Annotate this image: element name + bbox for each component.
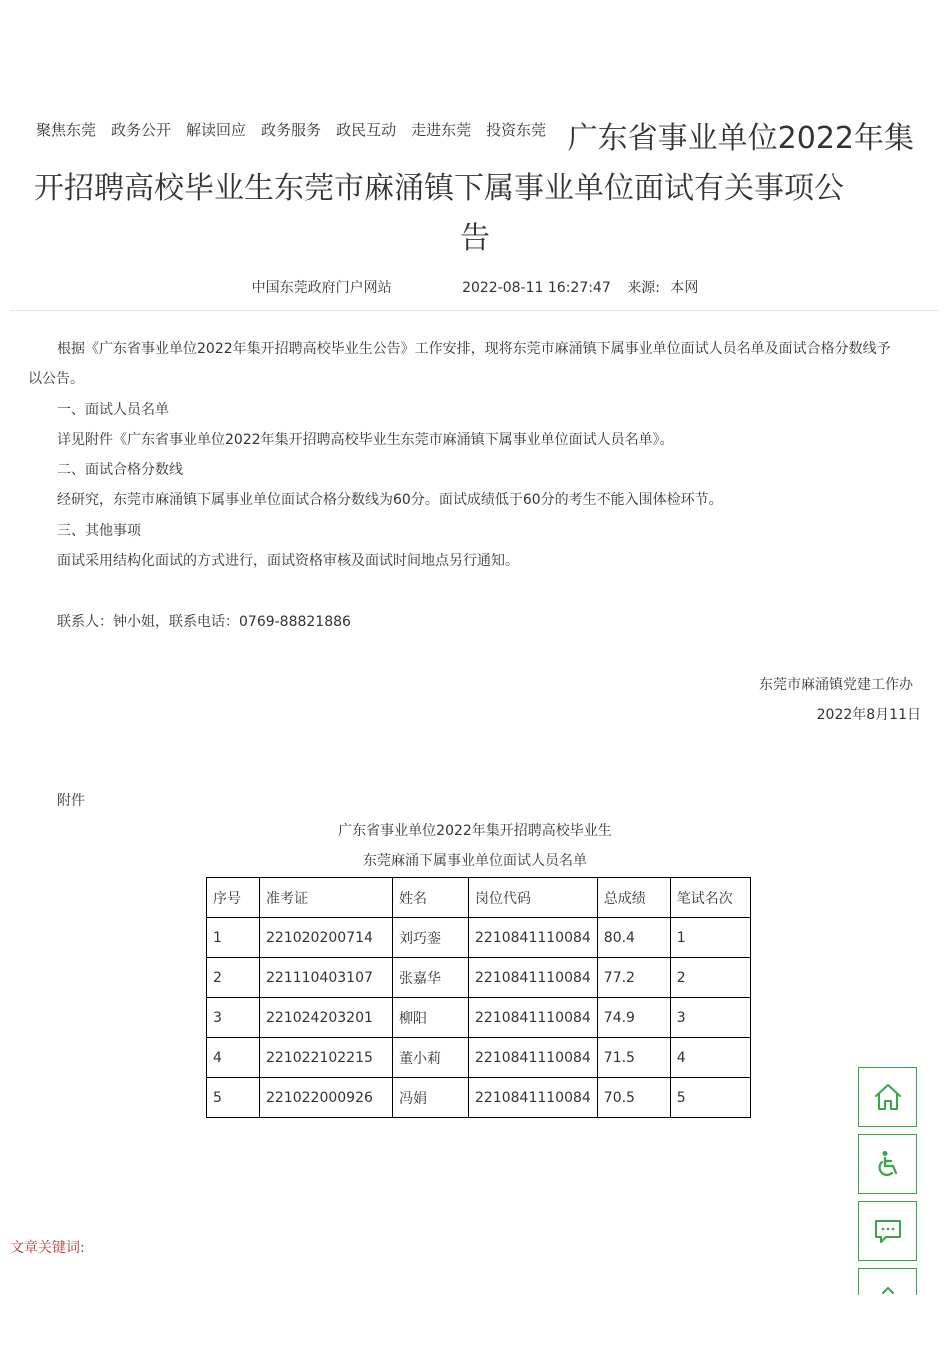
header-cell: 总成绩: [597, 878, 670, 918]
header-area: [34, 114, 916, 256]
table-cell: 2210841110084: [469, 1038, 598, 1078]
table-row: [207, 1038, 751, 1078]
header-cell: 准考证: [260, 878, 393, 918]
section-heading: 二、面试合格分数线: [57, 462, 183, 479]
nav-item-focus-dongguan[interactable]: 聚焦东莞: [36, 121, 97, 139]
table-cell: 1: [670, 918, 750, 958]
back-to-top-button[interactable]: [858, 1268, 917, 1295]
title-line-1: 广东省事业单位2022年集: [567, 121, 914, 156]
message-icon: [873, 1216, 903, 1246]
header-cell: 序号: [207, 878, 260, 918]
article-keywords: 文章关键词:: [10, 1240, 85, 1256]
divider: [10, 310, 940, 311]
table-cell: 80.4: [597, 918, 670, 958]
table-cell: 董小莉: [393, 1038, 469, 1078]
table-cell: 221022000926: [260, 1078, 393, 1118]
floating-toolbar: [858, 1067, 917, 1302]
table-caption-2: 东莞麻涌下属事业单位面试人员名单: [363, 853, 587, 869]
header-cell: 姓名: [393, 878, 469, 918]
section-heading: 三、其他事项: [57, 522, 141, 539]
table-cell: 5: [670, 1078, 750, 1118]
accessibility-button[interactable]: [858, 1134, 917, 1194]
table-cell: 2210841110084: [469, 1078, 598, 1118]
table-cell: 5: [207, 1078, 260, 1118]
table-cell: 70.5: [597, 1078, 670, 1118]
table-cell: 2210841110084: [469, 998, 598, 1038]
contact-info: 联系人：钟小姐，联系电话：0769-88821886: [57, 613, 351, 630]
page-title: [36, 114, 916, 264]
interview-roster-table: [206, 877, 751, 1118]
home-button[interactable]: [858, 1067, 917, 1127]
nav-item-government-affairs[interactable]: 政务公开: [111, 121, 172, 139]
table-cell: 2210841110084: [469, 958, 598, 998]
table-cell: 2: [670, 958, 750, 998]
table-cell: 77.2: [597, 958, 670, 998]
table-row: [207, 998, 751, 1038]
meta-datetime: 2022-08-11 16:27:47: [462, 280, 611, 296]
sign-date: 2022年8月11日: [816, 707, 921, 723]
table-cell: 221020200714: [260, 918, 393, 958]
nav-item-interpretation[interactable]: 解读回应: [186, 121, 247, 139]
table-cell: 3: [670, 998, 750, 1038]
back-to-top-icon: [878, 1281, 898, 1295]
table-cell: 柳阳: [393, 998, 469, 1038]
table-cell: 221022102215: [260, 1038, 393, 1078]
header-cell: 笔试名次: [670, 878, 750, 918]
table-cell: 刘巧銮: [393, 918, 469, 958]
home-icon: [873, 1082, 903, 1112]
table-cell: 74.9: [597, 998, 670, 1038]
table-cell: 221110403107: [260, 958, 393, 998]
table-row: [207, 958, 751, 998]
meta-source-value: 本网: [670, 280, 699, 296]
table-cell: 221024203201: [260, 998, 393, 1038]
table-header-row: [207, 878, 751, 918]
table-row: [207, 1078, 751, 1118]
meta-site: 中国东莞政府门户网站: [251, 280, 392, 296]
header-cell: 岗位代码: [469, 878, 598, 918]
section-heading: 一、面试人员名单: [57, 401, 169, 418]
nav-item-about-dongguan[interactable]: 走进东莞: [411, 121, 472, 139]
nav-item-government-services[interactable]: 政务服务: [261, 121, 322, 139]
article-meta: [0, 278, 950, 298]
title-line-3: 告: [460, 221, 490, 256]
body-paragraph: 详见附件《广东省事业单位2022年集开招聘高校毕业生东莞市麻涌镇下属事业单位面试人员名单》。: [57, 431, 674, 448]
signature-block: [759, 670, 921, 730]
table-cell: 2: [207, 958, 260, 998]
meta-source-label: 来源:: [627, 280, 660, 296]
accessibility-icon: [873, 1149, 903, 1179]
body-paragraph: 面试采用结构化面试的方式进行，面试资格审核及面试时间地点另行通知。: [57, 553, 519, 570]
article-body: [28, 334, 898, 637]
table-cell: 张嘉华: [393, 958, 469, 998]
body-paragraph: 根据《广东省事业单位2022年集开招聘高校毕业生公告》工作安排，现将东莞市麻涌镇下属事业单位面试人员名单及面试合格分数线予以公告。: [28, 341, 891, 388]
signer: 东莞市麻涌镇党建工作办: [759, 677, 913, 693]
table-caption-1: 广东省事业单位2022年集开招聘高校毕业生: [338, 823, 612, 839]
table-cell: 3: [207, 998, 260, 1038]
table-row: [207, 918, 751, 958]
message-button[interactable]: [858, 1201, 917, 1261]
nav-item-invest-dongguan[interactable]: 投资东莞: [486, 121, 547, 139]
title-line-2: 开招聘高校毕业生东莞市麻涌镇下属事业单位面试有关事项公: [34, 171, 844, 206]
table-cell: 4: [207, 1038, 260, 1078]
body-paragraph: 经研究，东莞市麻涌镇下属事业单位面试合格分数线为60分。面试成绩低于60分的考生不能入围体检环节。: [57, 492, 723, 509]
attachment-label: 附件: [57, 793, 85, 809]
table-cell: 4: [670, 1038, 750, 1078]
table-cell: 冯娟: [393, 1078, 469, 1118]
table-cell: 71.5: [597, 1038, 670, 1078]
table-cell: 2210841110084: [469, 918, 598, 958]
nav-item-interaction[interactable]: 政民互动: [336, 121, 397, 139]
table-cell: 1: [207, 918, 260, 958]
